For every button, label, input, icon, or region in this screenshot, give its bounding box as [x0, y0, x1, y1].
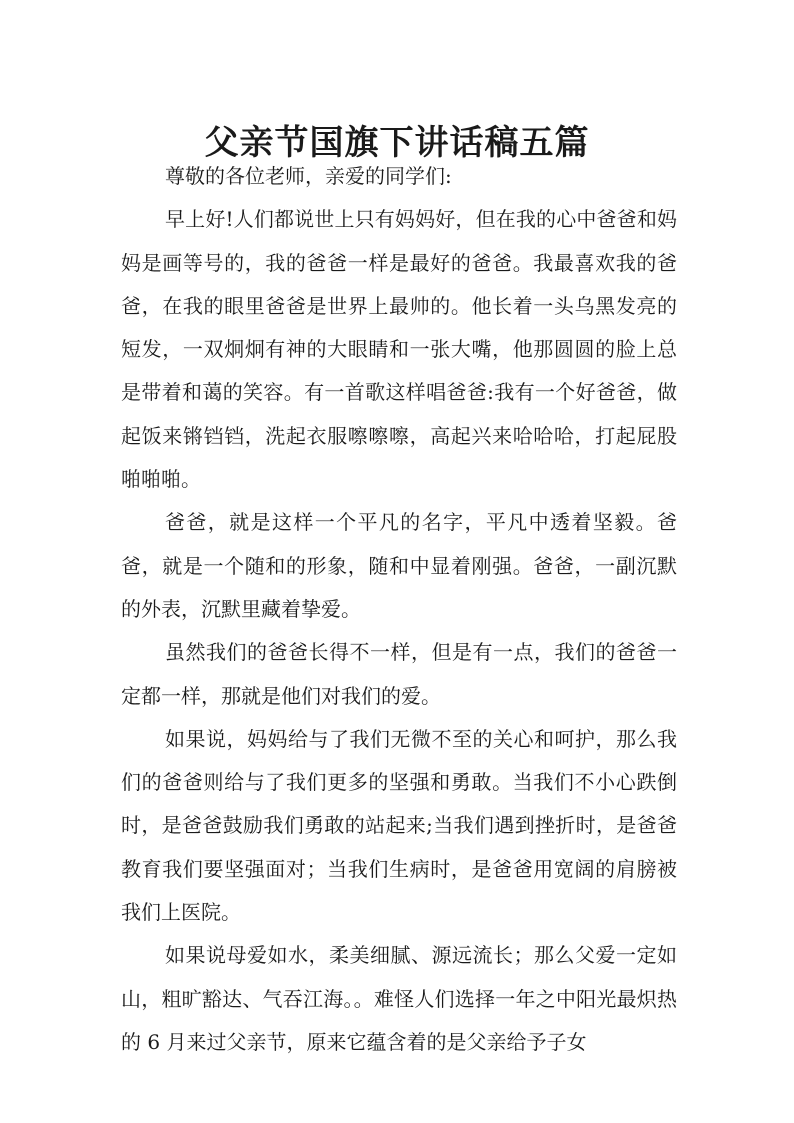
document-body — [121, 155, 677, 1064]
paragraph-father-description: 早上好!人们都说世上只有妈妈好，但在我的心中爸爸和妈妈是画等号的，我的爸爸一样是最好的爸爸。我最喜欢我的爸爸，在我的眼里爸爸是世界上最帅的。他长着一头乌黑发亮的短发，一双炯炯有神的大眼睛和一张大嘴，他那圆圆的脸上总是带着和蔼的笑容。有一首歌这样唱爸爸:我有一个好爸爸，做起饭来锵铛铛，洗起衣服嚓嚓嚓，高起兴来哈哈哈，打起屁股啪啪啪。 — [121, 207, 677, 492]
paragraph-greeting: 尊敬的各位老师，亲爱的同学们: — [165, 164, 452, 188]
paragraph-fatherly-love: 如果说母爱如水，柔美细腻、源远流长；那么父爱一定如山，粗旷豁达、气吞江海。。难怪人们选择一年之中阳光最炽热的 6 月来过父亲节，原来它蕴含着的是父亲给予子女 — [121, 943, 677, 1054]
paragraph-strength-courage: 如果说，妈妈给与了我们无微不至的关心和呵护，那么我们的爸爸则给与了我们更多的坚强和勇敢。当我们不小心跌倒时，是爸爸鼓励我们勇敢的站起来;当我们遇到挫折时，是爸爸教育我们要坚强面对；当我们生病时，是爸爸用宽阔的肩膀被我们上医院。 — [121, 726, 677, 925]
document-title: 父亲节国旗下讲话稿五篇 — [204, 122, 590, 163]
paragraph-same-love: 虽然我们的爸爸长得不一样，但是有一点，我们的爸爸一定都一样，那就是他们对我们的爱。 — [121, 640, 677, 708]
paragraph-ordinary-name: 爸爸，就是这样一个平凡的名字，平凡中透着坚毅。爸爸，就是一个随和的形象，随和中显着刚强。爸爸，一副沉默的外表，沉默里藏着挚爱。 — [121, 510, 677, 621]
